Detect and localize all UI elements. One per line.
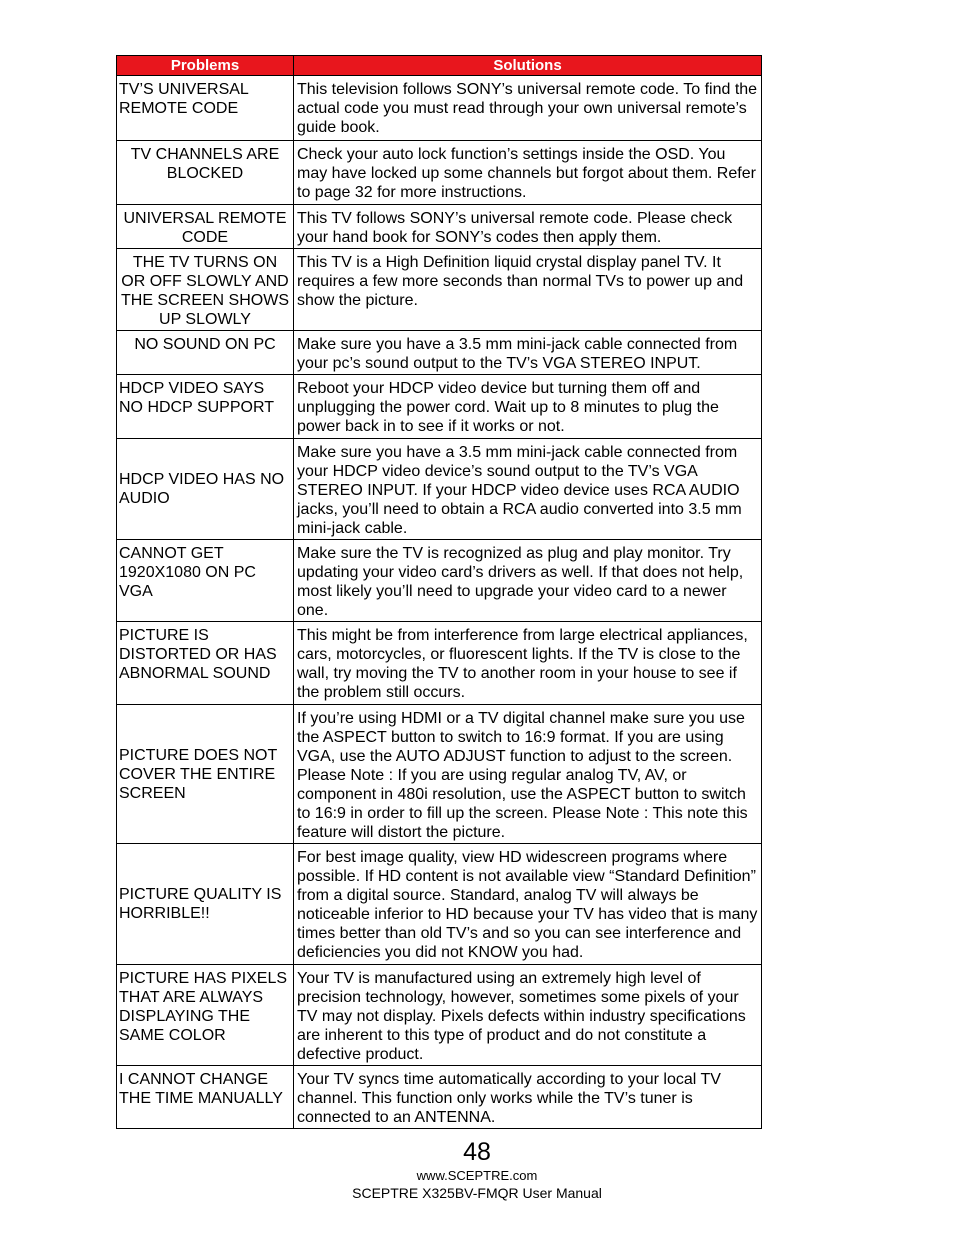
problem-cell: PICTURE DOES NOT COVER THE ENTIRE SCREEN: [117, 705, 294, 844]
table-row: [117, 844, 762, 965]
solutions-header: Solutions: [294, 56, 762, 76]
problem-cell: I CANNOT CHANGE THE TIME MANUALLY: [117, 1066, 294, 1129]
problem-cell: HDCP VIDEO HAS NO AUDIO: [117, 439, 294, 540]
problem-cell: UNIVERSAL REMOTE CODE: [117, 205, 294, 249]
table-row: [117, 705, 762, 844]
table-row: [117, 540, 762, 622]
solution-cell: Check your auto lock function’s settings inside the OSD. You may have locked up some channels but forgot about them. Refer to page 32 for more instructions.: [294, 141, 762, 205]
solution-cell: For best image quality, view HD widescreen programs where possible. If HD content is not available view “Standard Definition” from a digital source. Standard, analog TV will always be noticeable inferior to HD because your TV has video that is many times better than old TV’s and so you can see interference and deficiencies you did not KNOW you had.: [294, 844, 762, 965]
problem-cell: TV’S UNIVERSAL REMOTE CODE: [117, 76, 294, 141]
solution-cell: This TV follows SONY’s universal remote code. Please check your hand book for SONY’s codes then apply them.: [294, 205, 762, 249]
problem-cell: NO SOUND ON PC: [117, 331, 294, 375]
table-row: [117, 76, 762, 141]
solution-cell: This might be from interference from large electrical appliances, cars, motorcycles, or fluorescent lights. If the TV is close to the wall, try moving the TV to another room in your house to see if the problem still occurs.: [294, 622, 762, 705]
troubleshooting-table-container: [116, 55, 761, 1129]
problems-header: Problems: [117, 56, 294, 76]
problem-cell: PICTURE HAS PIXELS THAT ARE ALWAYS DISPLAYING THE SAME COLOR: [117, 965, 294, 1066]
problem-cell: TV CHANNELS ARE BLOCKED: [117, 141, 294, 205]
troubleshooting-table: [116, 55, 762, 1129]
solution-cell: Make sure you have a 3.5 mm mini-jack cable connected from your pc’s sound output to the TV’s VGA STEREO INPUT.: [294, 331, 762, 375]
problem-cell: PICTURE IS DISTORTED OR HAS ABNORMAL SOUND: [117, 622, 294, 705]
website-link[interactable]: www.SCEPTRE.com: [416, 1168, 538, 1183]
problem-cell: PICTURE QUALITY IS HORRIBLE!!: [117, 844, 294, 965]
manual-title: SCEPTRE X325BV-FMQR User Manual: [352, 1185, 602, 1201]
table-row: [117, 439, 762, 540]
table-row: [117, 375, 762, 439]
table-row: [117, 965, 762, 1066]
solution-cell: Your TV syncs time automatically according to your local TV channel. This function only works while the TV’s tuner is connected to an ANTENNA.: [294, 1066, 762, 1129]
problem-cell: THE TV TURNS ON OR OFF SLOWLY AND THE SCREEN SHOWS UP SLOWLY: [117, 249, 294, 331]
solution-cell: Make sure the TV is recognized as plug and play monitor. Try updating your video card’s drivers as well. If that does not help, most likely you’ll need to upgrade your video card to a newer one.: [294, 540, 762, 622]
solution-cell: If you’re using HDMI or a TV digital channel make sure you use the ASPECT button to switch to 16:9 format. If you are using VGA, use the AUTO ADJUST function to adjust to the screen. Please Note : If you are using regular analog TV, AV, or component in 480i resolution, use the ASPECT button to switch to 16:9 in order to fill up the screen. Please Note : This note this feature will distort the picture.: [294, 705, 762, 844]
solution-cell: Reboot your HDCP video device but turning them off and unplugging the power cord. Wait up to 8 minutes to plug the power back in to see if it works or not.: [294, 375, 762, 439]
table-row: [117, 331, 762, 375]
solution-cell: This TV is a High Definition liquid crystal display panel TV. It requires a few more seconds than normal TVs to power up and show the picture.: [294, 249, 762, 331]
problem-cell: CANNOT GET 1920X1080 ON PC VGA: [117, 540, 294, 622]
problem-cell: HDCP VIDEO SAYS NO HDCP SUPPORT: [117, 375, 294, 439]
solution-cell: Your TV is manufactured using an extremely high level of precision technology, however, sometimes some pixels of your TV may not display. Pixels defects within industry specifications are inherent to this type of product and do not constitute a defective product.: [294, 965, 762, 1066]
table-header-row: [117, 56, 762, 76]
table-row: [117, 141, 762, 205]
table-row: [117, 205, 762, 249]
solution-cell: Make sure you have a 3.5 mm mini-jack cable connected from your HDCP video device’s sound output to the TV’s VGA STEREO INPUT. If your HDCP video device uses RCA AUDIO jacks, you’ll need to obtain a RCA audio converted into 3.5 mm mini-jack cable.: [294, 439, 762, 540]
table-row: [117, 249, 762, 331]
table-row: [117, 622, 762, 705]
page-number: 48: [463, 1138, 491, 1166]
solution-cell: This television follows SONY’s universal remote code. To find the actual code you must read through your own universal remote’s guide book.: [294, 76, 762, 141]
table-row: [117, 1066, 762, 1129]
